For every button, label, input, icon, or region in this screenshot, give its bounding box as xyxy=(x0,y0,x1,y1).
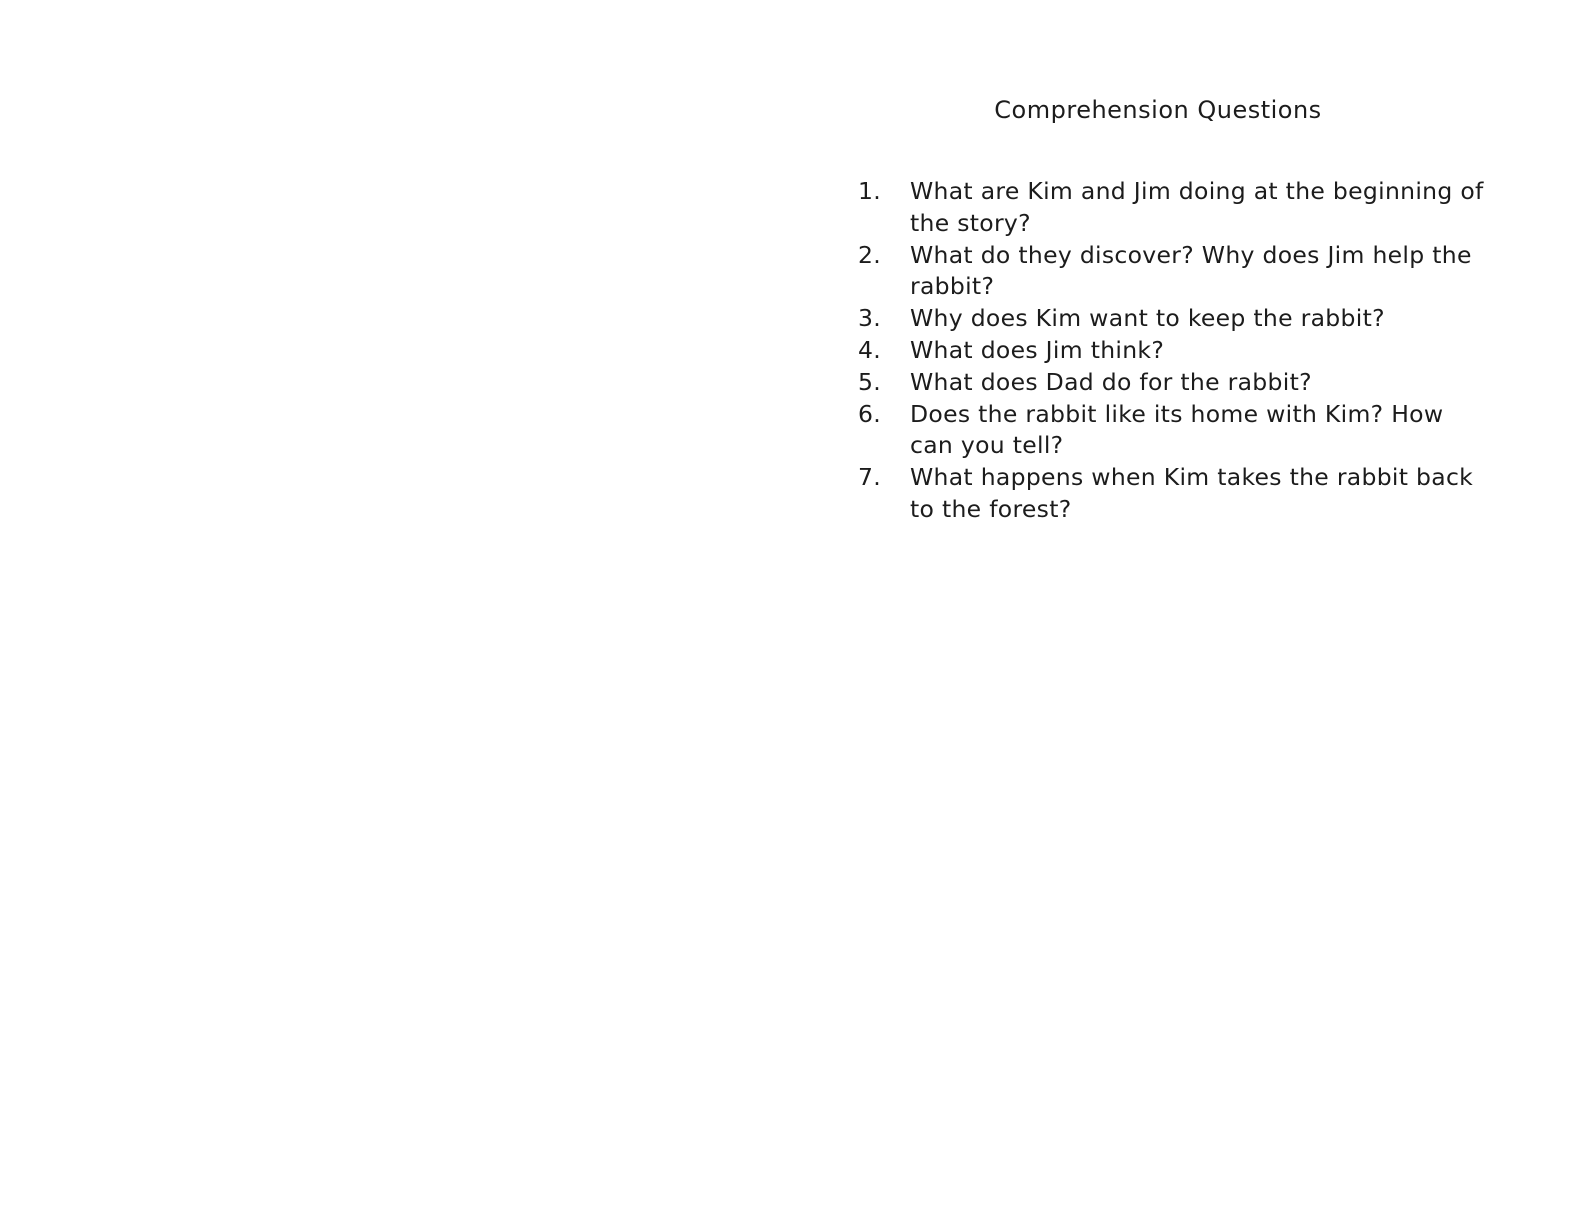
list-item xyxy=(858,367,1490,399)
question-text: What does Dad do for the rabbit? xyxy=(910,367,1312,396)
question-text: Does the rabbit like its home with Kim? How can you tell? xyxy=(910,399,1444,460)
question-text: Why does Kim want to keep the rabbit? xyxy=(910,304,1385,333)
question-number: 2. xyxy=(858,240,882,269)
question-number: 6. xyxy=(858,399,882,428)
question-text: What does Jim think? xyxy=(910,335,1165,364)
question-number: 7. xyxy=(858,463,882,492)
content-block xyxy=(858,94,1490,526)
question-text: What are Kim and Jim doing at the beginning of the story? xyxy=(910,177,1484,237)
list-item xyxy=(858,462,1490,526)
question-text: What do they discover? Why does Jim help the rabbit? xyxy=(910,240,1472,301)
question-number: 5. xyxy=(858,367,882,396)
question-text: What happens when Kim takes the rabbit back to the forest? xyxy=(910,463,1474,523)
list-item xyxy=(858,335,1490,367)
question-number: 1. xyxy=(858,177,882,205)
question-number: 3. xyxy=(858,304,882,333)
question-number: 4. xyxy=(858,335,882,364)
list-item xyxy=(858,176,1490,240)
list-item xyxy=(858,240,1490,304)
list-item xyxy=(858,303,1490,335)
questions-list xyxy=(858,176,1490,526)
list-item xyxy=(858,399,1490,463)
page-title: Comprehension Questions xyxy=(994,96,1322,124)
